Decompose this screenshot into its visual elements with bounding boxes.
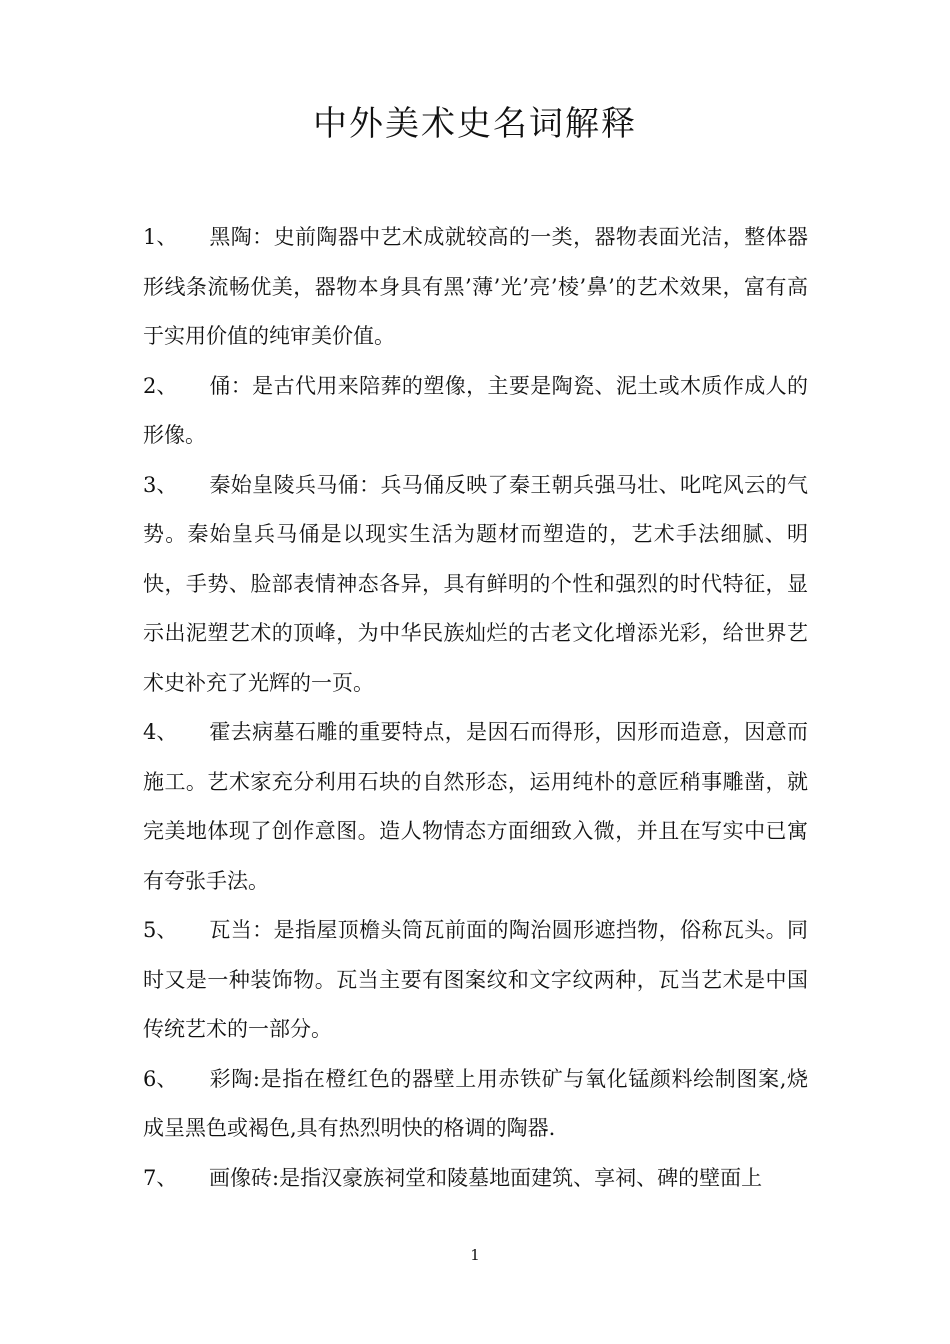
list-item [143, 708, 808, 906]
item-number: 4、 [143, 720, 178, 744]
item-text: 俑：是古代用来陪葬的塑像，主要是陶瓷、泥土或木质作成人的形像。 [143, 373, 808, 447]
document-body [143, 213, 808, 1203]
page-number: 1 [470, 1246, 480, 1264]
item-text: 秦始皇陵兵马俑：兵马俑反映了秦王朝兵强马壮、叱咤风云的气势。秦始皇兵马俑是以现实生活为题材而塑造的，艺术手法细腻、明快，手势、脸部表情神态各异，具有鲜明的个性和强烈的时代特征，显示出泥塑艺术的顶峰，为中华民族灿烂的古老文化增添光彩，给世界艺术史补充了光辉的一页。 [143, 472, 808, 695]
list-item [143, 362, 808, 461]
item-number: 5、 [143, 918, 178, 942]
item-number: 7、 [143, 1165, 178, 1190]
list-item [143, 906, 808, 1055]
list-item [143, 1055, 808, 1154]
item-text: 黑陶：史前陶器中艺术成就较高的一类，器物表面光洁，整体器形线条流畅优美，器物本身具有黑’薄’光’亮’棱’鼻’的艺术效果，富有高于实用价值的纯审美价值。 [143, 225, 808, 348]
list-item [143, 1154, 808, 1204]
list-item [143, 213, 808, 362]
list-item [143, 461, 808, 709]
page-title: 中外美术史名词解释 [313, 104, 637, 144]
item-text: 瓦当：是指屋顶檐头筒瓦前面的陶治圆形遮挡物，俗称瓦头。同时又是一种装饰物。瓦当主要有图案纹和文字纹两种，瓦当艺术是中国传统艺术的一部分。 [143, 918, 808, 1041]
item-number: 2、 [143, 373, 178, 398]
item-text: 霍去病墓石雕的重要特点，是因石而得形，因形而造意，因意而施工。艺术家充分利用石块的自然形态，运用纯朴的意匠稍事雕凿，就完美地体现了创作意图。造人物情态方面细致入微，并且在写实中已寓有夸张手法。 [143, 720, 808, 893]
item-text: 彩陶:是指在橙红色的器壁上用赤铁矿与氧化锰颜料绘制图案,烧成呈黑色或褐色,具有热烈明快的格调的陶器. [143, 1066, 808, 1140]
item-number: 1、 [143, 225, 178, 249]
item-number: 6、 [143, 1066, 178, 1091]
item-number: 3、 [143, 472, 178, 497]
item-text: 画像砖:是指汉豪族祠堂和陵墓地面建筑、享祠、碑的壁面上 [209, 1165, 763, 1190]
